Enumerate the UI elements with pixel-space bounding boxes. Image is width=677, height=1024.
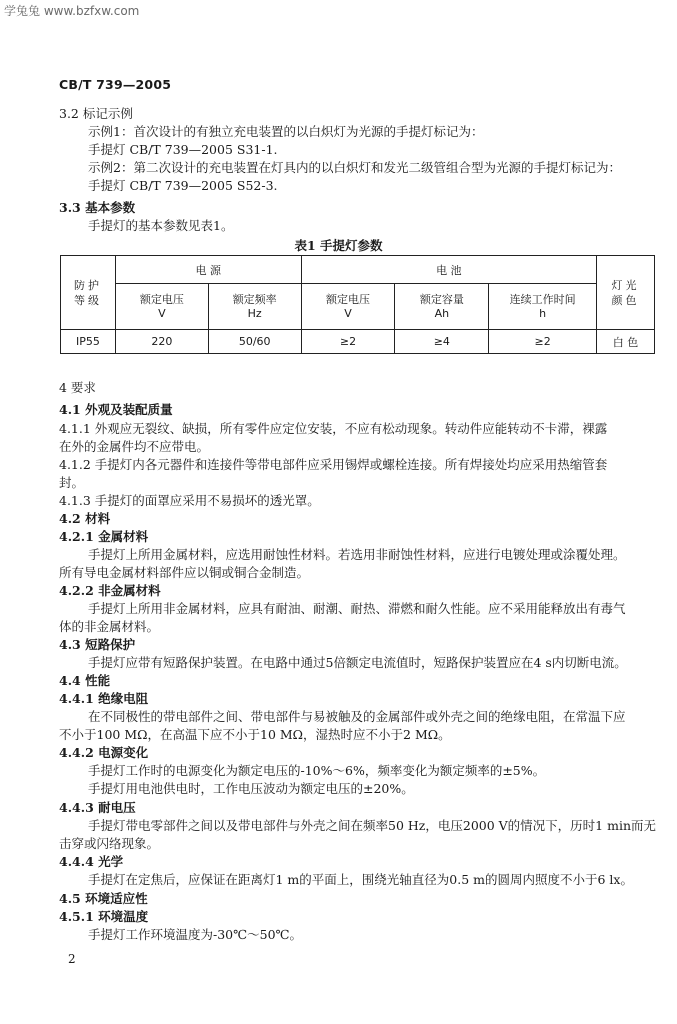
header-power-supply: 电 源 <box>115 256 301 284</box>
paragraph-4-2-1-cont: 所有导电金属材料部件应以铜或铜合金制造。 <box>59 565 310 580</box>
paragraph-4-1-2-cont: 封。 <box>59 475 85 490</box>
header-continuous-time: 连续工作时间 h <box>489 284 597 330</box>
basic-params-text: 手提灯的基本参数见表1。 <box>88 218 234 233</box>
paragraph-4-1-1-cont: 在外的金属件均不应带电。 <box>59 439 210 454</box>
cell-continuous-time: ≥2 <box>489 330 597 354</box>
paragraph-4-1-2: 4.1.2 手提灯内各元器件和连接件等带电部件应采用锡焊或螺栓连接。所有焊接处均应采用热缩管套 <box>59 457 608 472</box>
paragraph-4-4-4: 手提灯在定焦后，应保证在距离灯1 m的平面上，围绕光轴直径为0.5 m的圆周内照度不小于6 lx。 <box>88 872 633 887</box>
paragraph-4-2-2-cont: 体的非金属材料。 <box>59 619 160 634</box>
header-light-color: 灯光颜色 <box>597 256 655 330</box>
example-1-text: 示例1：首次设计的有独立充电装置的以白炽灯为光源的手提灯标记为： <box>88 124 484 139</box>
section-heading-4-4-4: 4.4.4 光学 <box>59 854 124 869</box>
header-battery: 电 池 <box>301 256 596 284</box>
section-heading-4-1: 4.1 外观及装配质量 <box>59 402 173 417</box>
cell-light-color: 白 色 <box>597 330 655 354</box>
paragraph-4-4-3-cont: 击穿或闪络现象。 <box>59 836 160 851</box>
section-heading-4-5: 4.5 环境适应性 <box>59 891 148 906</box>
watermark: 学兔兔 www.bzfxw.com <box>4 4 140 18</box>
cell-battery-voltage: ≥2 <box>301 330 395 354</box>
section-heading-4-4-2: 4.4.2 电源变化 <box>59 745 149 760</box>
cell-rated-voltage: 220 <box>115 330 208 354</box>
parameter-table <box>60 255 655 354</box>
section-heading-4-2-2: 4.2.2 非金属材料 <box>59 583 161 598</box>
section-heading-4-3: 4.3 短路保护 <box>59 637 136 652</box>
paragraph-4-2-1: 手提灯上所用金属材料，应选用耐蚀性材料。若选用非耐蚀性材料，应进行电镀处理或涂覆处理。 <box>88 547 626 562</box>
section-heading-4-4-1: 4.4.1 绝缘电阻 <box>59 691 149 706</box>
section-heading-4-5-1: 4.5.1 环境温度 <box>59 909 149 924</box>
paragraph-4-5-1: 手提灯工作环境温度为-30℃～50℃。 <box>88 927 303 942</box>
paragraph-4-4-1: 在不同极性的带电部件之间、带电部件与易被触及的金属部件或外壳之间的绝缘电阻，在常温下应 <box>88 709 626 724</box>
paragraph-4-4-2-battery: 手提灯用电池供电时，工作电压波动为额定电压的±20%。 <box>88 781 414 796</box>
cell-rated-frequency: 50/60 <box>208 330 301 354</box>
header-battery-voltage: 额定电压 V <box>301 284 395 330</box>
header-rated-voltage: 额定电压 V <box>115 284 208 330</box>
example-1-mark: 手提灯 CB/T 739—2005 S31-1. <box>88 142 278 157</box>
paragraph-4-4-3: 手提灯带电零部件之间以及带电部件与外壳之间在频率50 Hz，电压2000 V的情况下，历时1 min而无 <box>88 818 657 833</box>
section-heading-4-2-1: 4.2.1 金属材料 <box>59 529 149 544</box>
section-heading-4-2: 4.2 材料 <box>59 511 111 526</box>
section-heading-3-2: 3.2 标记示例 <box>59 106 133 121</box>
table-caption: 表1 手提灯参数 <box>294 238 383 253</box>
page-number: 2 <box>68 952 76 966</box>
paragraph-4-4-1-cont: 不小于100 MΩ，在高温下应不小于10 MΩ，湿热时应不小于2 MΩ。 <box>59 727 451 742</box>
cell-protection: IP55 <box>61 330 116 354</box>
section-heading-4: 4 要求 <box>59 380 96 395</box>
paragraph-4-4-2: 手提灯工作时的电源变化为额定电压的-10%～6%，频率变化为额定频率的±5%。 <box>88 763 546 778</box>
paragraph-4-1-1: 4.1.1 外观应无裂纹、缺损，所有零件应定位安装，不应有松动现象。转动件应能转动不卡滞，裸露 <box>59 421 608 436</box>
section-heading-3-3: 3.3 基本参数 <box>59 200 136 215</box>
cell-capacity: ≥4 <box>395 330 489 354</box>
section-heading-4-4: 4.4 性能 <box>59 673 111 688</box>
table-row <box>61 330 655 354</box>
header-protection-grade: 防护等级 <box>61 256 116 330</box>
standard-number: CB/T 739—2005 <box>59 77 172 92</box>
paragraph-4-2-2: 手提灯上所用非金属材料，应具有耐油、耐潮、耐热、滞燃和耐久性能。应不采用能释放出有毒气 <box>88 601 626 616</box>
paragraph-4-3: 手提灯应带有短路保护装置。在电路中通过5倍额定电流值时，短路保护装置应在4 s内切断电流。 <box>88 655 627 670</box>
section-heading-4-4-3: 4.4.3 耐电压 <box>59 800 136 815</box>
header-rated-frequency: 额定频率 Hz <box>208 284 301 330</box>
header-rated-capacity: 额定容量 Ah <box>395 284 489 330</box>
example-2-mark: 手提灯 CB/T 739—2005 S52-3. <box>88 178 278 193</box>
example-2-text: 示例2：第二次设计的充电装置在灯具内的以白炽灯和发光二级管组合型为光源的手提灯标记为： <box>88 160 621 175</box>
paragraph-4-1-3: 4.1.3 手提灯的面罩应采用不易损坏的透光罩。 <box>59 493 320 508</box>
